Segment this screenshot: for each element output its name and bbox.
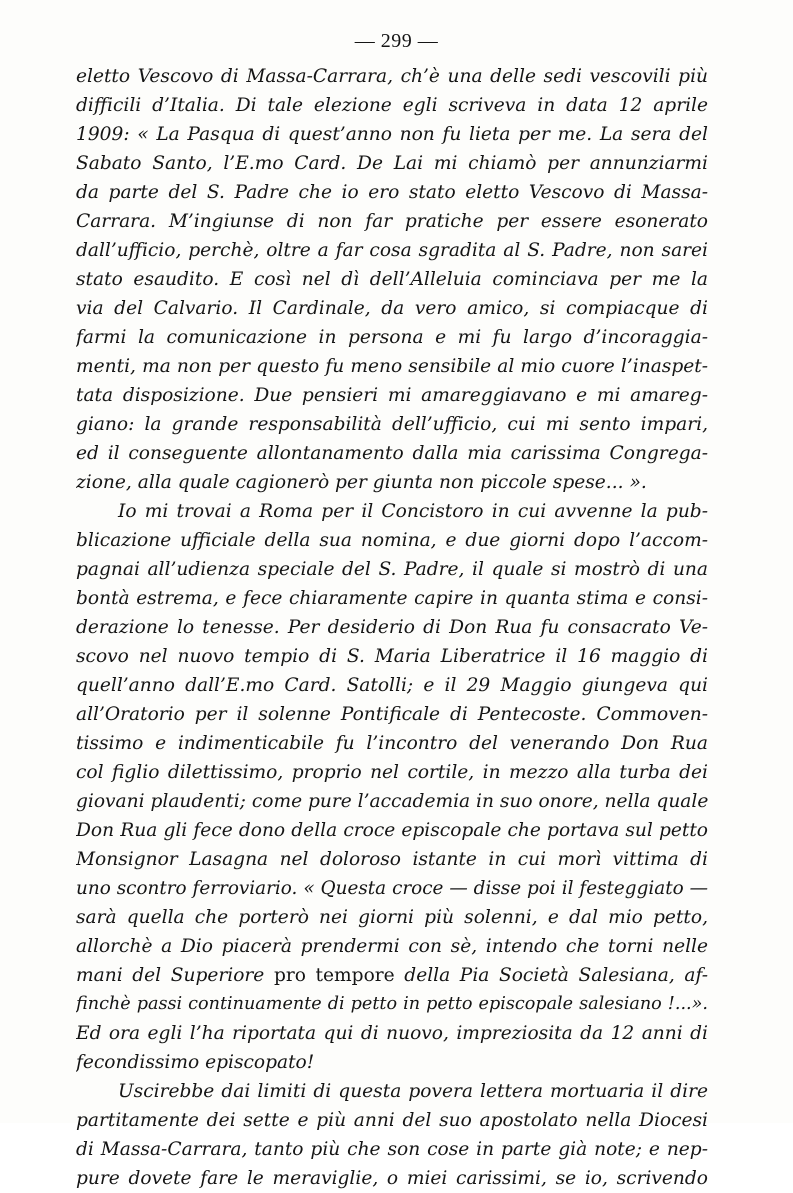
text-line: farmi la comunicazione in persona e mi fu largo d’incoraggia- [76,327,708,348]
text-line: menti, ma non per questo fu meno sensibile al mio cuore l’inaspet- [76,356,708,377]
text-line: Ed ora egli l’ha riportata qui di nuovo, impreziosita da 12 anni di [76,1023,708,1044]
text-line: giano: la grande responsabilità dell’ufficio, cui mi sento impari, [76,414,708,435]
text-line: Don Rua gli fece dono della croce episcopale che portava sul petto [76,820,708,841]
text-line: derazione lo tenesse. Per desiderio di Don Rua fu consacrato Ve- [76,617,708,638]
text-line: di Massa-Carrara, tanto più che son cose in parte già note; e nep- [76,1139,708,1160]
paragraph-first-line: Io mi trovai a Roma per il Concistoro in cui avvenne la pub- [118,501,708,522]
text-line: via del Calvario. Il Cardinale, da vero amico, si compiacque di [76,298,708,319]
text-line: 1909: « La Pasqua di quest’anno non fu lieta per me. La sera del [76,124,708,145]
text-line: allorchè a Dio piacerà prendermi con sè, intendo che torni nelle [76,936,708,957]
text-line: tissimo e indimenticabile fu l’incontro del venerando Don Rua [76,733,708,754]
text-line: eletto Vescovo di Massa-Carrara, ch’è una delle sedi vescovili più [76,66,708,87]
text-line: blicazione ufficiale della sua nomina, e due giorni dopo l’accom- [76,530,708,551]
text-line: uno scontro ferroviario. « Questa croce — disse poi il festeggiato — [76,878,708,899]
text-line: difficili d’Italia. Di tale elezione egli scriveva in data 12 aprile [76,95,708,116]
body-text [76,62,708,1193]
text-line: giovani plaudenti; come pure l’accademia in suo onore, nella quale [76,791,708,812]
text-line: bontà estrema, e fece chiaramente capire in quanta stima e consi- [76,588,708,609]
roman-phrase: pro tempore [273,965,395,986]
text-line: col figlio dilettissimo, proprio nel cortile, in mezzo alla turba dei [76,762,708,783]
text-line: da parte del S. Padre che io ero stato eletto Vescovo di Massa- [76,182,708,203]
text-line: Monsignor Lasagna nel doloroso istante in cui morì vittima di [76,849,708,870]
text-line: zione, alla quale cagionerò per giunta non piccole spese... ». [76,472,647,493]
page-number: — 299 — [354,30,439,52]
text-line: tata disposizione. Due pensieri mi amareggiavano e mi amareg- [76,385,708,406]
text-line: scovo nel nuovo tempio di S. Maria Liberatrice il 16 maggio di [76,646,708,667]
text-line: mani del Superiore pro tempore della Pia Società Salesiana, af- [76,965,708,986]
text-line: Sabato Santo, l’E.mo Card. De Lai mi chiamò per annunziarmi [76,153,708,174]
text-line: Carrara. M’ingiunse di non far pratiche per essere esonerato [76,211,708,232]
text-line: partitamente dei sette e più anni del suo apostolato nella Diocesi [76,1110,708,1131]
paragraph-first-line: Uscirebbe dai limiti di questa povera lettera mortuaria il dire [118,1081,708,1102]
text-line: pagnai all’udienza speciale del S. Padre, il quale si mostrò di una [76,559,708,580]
text-line: fecondissimo episcopato! [76,1052,315,1073]
text-line: dall’ufficio, perchè, oltre a far cosa sgradita al S. Padre, non sarei [76,240,708,261]
text-line: finchè passi continuamente di petto in petto episcopale salesiano !...». [76,994,708,1014]
text-line: all’Oratorio per il solenne Pontificale di Pentecoste. Commoven- [76,704,708,725]
text-line: quell’anno dall’E.mo Card. Satolli; e il 29 Maggio giungeva qui [76,675,708,696]
text-line: ed il conseguente allontanamento dalla mia carissima Congrega- [76,443,708,464]
text-line: stato esaudito. E così nel dì dell’Alleluia cominciava per me la [76,269,708,290]
text-line: pure dovete fare le meraviglie, o miei carissimi, se io, scrivendo [76,1168,708,1189]
text-line: sarà quella che porterò nei giorni più solenni, e dal mio petto, [76,907,708,928]
